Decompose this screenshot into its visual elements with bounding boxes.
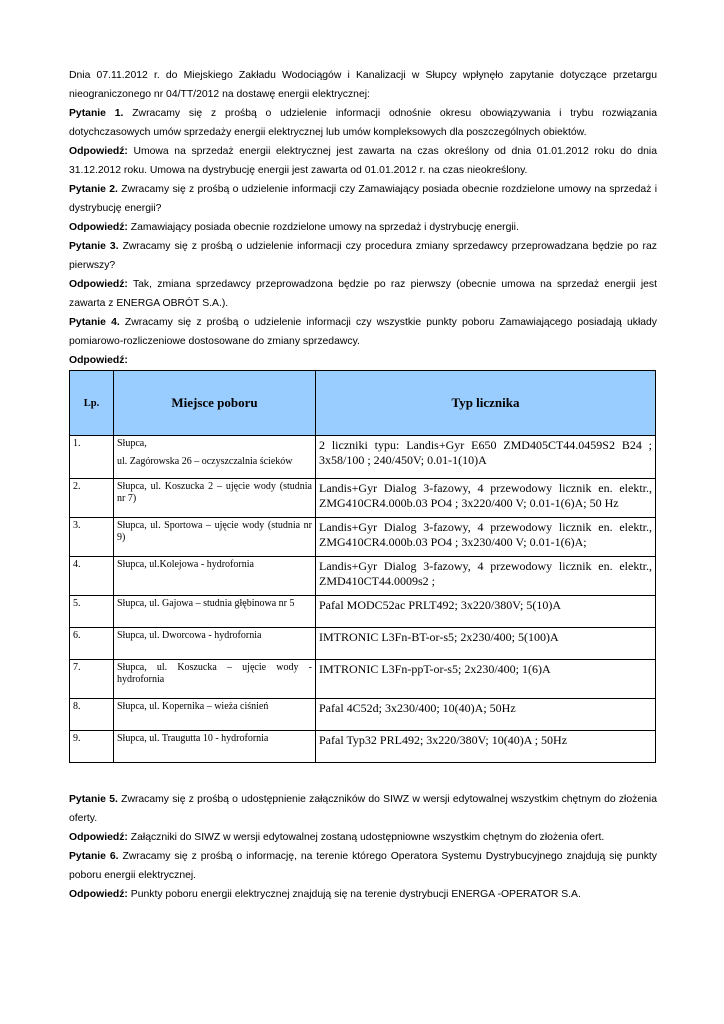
question-label: Pytanie 5.	[69, 794, 118, 805]
cell-lp: 6.	[70, 628, 114, 660]
answer-1	[69, 142, 657, 180]
question-text: Zwracamy się z prośbą o udzielenie informacji odnośnie okresu obowiązywania i trybu rozwiązania dotychczasowych umów sprzedaży energii elektrycznej lub umów kompleksowych dla poszczególnych obiektów.	[69, 108, 658, 138]
answer-2	[69, 218, 657, 237]
answer-label: Odpowiedź:	[69, 146, 128, 157]
answer-label: Odpowiedź:	[69, 355, 128, 366]
question-text: Zwracamy się z prośbą o udostępnienie załączników do SIWZ w wersji edytowalnej wszystkim chętnym do złożenia oferty.	[69, 794, 657, 824]
cell-meter-type: IMTRONIC L3Fn-BT-or-s5; 2x230/400; 5(100)A	[316, 628, 656, 660]
table-header-row	[70, 371, 656, 436]
cell-place: Słupca, ul. Dworcowa - hydrofornia	[114, 628, 316, 660]
cell-meter-type: Pafal Typ32 PRL492; 3x220/380V; 10(40)A ; 50Hz	[316, 731, 656, 763]
question-5	[69, 790, 657, 828]
question-2	[69, 180, 657, 218]
cell-lp: 9.	[70, 731, 114, 763]
table-row	[70, 699, 656, 731]
cell-lp: 5.	[70, 596, 114, 628]
question-3	[69, 237, 657, 275]
cell-lp: 1.	[70, 436, 114, 479]
answer-6	[69, 885, 657, 904]
answer-text: Tak, zmiana sprzedawcy przeprowadzona będzie po raz pierwszy (obecnie umowa na sprzedaż energii jest zawarta z ENERGA OBRÓT S.A.).	[69, 279, 657, 309]
answer-label: Odpowiedź:	[69, 889, 128, 900]
answer-text: Zamawiający posiada obecnie rozdzielone umowy na sprzedaż i dystrybucję energii.	[127, 222, 519, 233]
header-meter-type: Typ licznika	[316, 371, 656, 436]
cell-lp: 2.	[70, 479, 114, 518]
question-label: Pytanie 3.	[69, 241, 119, 252]
answer-text: Umowa na sprzedaż energii elektrycznej jest zawarta na czas określony od dnia 01.01.2012 roku do dnia 31.12.2012 roku. Umowa na dystrybucję energii jest zawarta od 01.01.2012 r. na czas nieokreślony.	[69, 146, 657, 176]
table-row	[70, 596, 656, 628]
cell-place: Słupca, ul. Kopernika – wieża ciśnień	[114, 699, 316, 731]
table-row	[70, 518, 656, 557]
cell-lp: 4.	[70, 557, 114, 596]
place-line: ul. Zagórowska 26 – oczyszczalnia ścieków	[117, 456, 293, 467]
answer-5	[69, 828, 657, 847]
question-label: Pytanie 1.	[69, 108, 124, 119]
cell-lp: 7.	[70, 660, 114, 699]
cell-place	[114, 436, 316, 479]
cell-place: Słupca, ul. Gajowa – studnia głębinowa nr 5	[114, 596, 316, 628]
question-text: Zwracamy się z prośbą o udzielenie informacji czy Zamawiający posiada obecnie rozdzielone umowy na sprzedaż i dystrybucję energii?	[69, 184, 658, 214]
cell-place: Słupca, ul. Koszucka – ujęcie wody -hydrofornia	[114, 660, 316, 699]
answer-4	[69, 351, 657, 370]
answer-text: Punkty poboru energii elektrycznej znajdują się na terenie dystrybucji ENERGA -OPERATOR S.A.	[127, 889, 581, 900]
cell-meter-type: Landis+Gyr Dialog 3-fazowy, 4 przewodowy licznik en. elektr., ZMD410CT44.0009s2 ;	[316, 557, 656, 596]
table-row	[70, 731, 656, 763]
answer-label: Odpowiedź:	[69, 832, 128, 843]
answer-3	[69, 275, 657, 313]
question-text: Zwracamy się z prośbą o udzielenie informacji czy wszystkie punkty poboru Zamawiającego posiadają układy pomiarowo-rozliczeniowe dostosowane do zmiany sprzedawcy.	[69, 317, 657, 347]
place-line: Słupca,	[117, 438, 147, 449]
answer-text: Załączniki do SIWZ w wersji edytowalnej zostaną udostępniowne wszystkim chętnym do złożenia ofert.	[127, 832, 605, 843]
question-6	[69, 847, 657, 885]
cell-place: Słupca, ul. Traugutta 10 - hydrofornia	[114, 731, 316, 763]
cell-lp: 8.	[70, 699, 114, 731]
table-row	[70, 436, 656, 479]
cell-place: Słupca, ul. Sportowa – ujęcie wody (studnia nr 9)	[114, 518, 316, 557]
question-text: Zwracamy się z prośbą o informację, na terenie którego Operatora Systemu Dystrybucyjnego znajdują się punkty poboru energii elektrycznej.	[69, 851, 658, 881]
question-4	[69, 313, 657, 351]
table-row	[70, 557, 656, 596]
cell-meter-type: 2 liczniki typu: Landis+Gyr E650 ZMD405CT44.0459S2 B24 ; 3x58/100 ; 240/450V; 0.01-1(10)A	[316, 436, 656, 479]
table-row	[70, 479, 656, 518]
question-text: Zwracamy się z prośbą o udzielenie informacji czy procedura zmiany sprzedawcy przeprowadzana będzie po raz pierwszy?	[69, 241, 657, 271]
answer-label: Odpowiedź:	[69, 279, 128, 290]
meter-table	[69, 370, 656, 763]
upper-text-block	[69, 66, 657, 370]
cell-meter-type: Pafal MODC52ac PRLT492; 3x220/380V; 5(10)A	[316, 596, 656, 628]
cell-place: Słupca, ul.Kolejowa - hydrofornia	[114, 557, 316, 596]
answer-label: Odpowiedź:	[69, 222, 128, 233]
cell-meter-type: Landis+Gyr Dialog 3-fazowy, 4 przewodowy licznik en. elektr., ZMG410CR4.000b.03 PO4 ; 3x220/400 V; 0.01-1(6)A; 50 Hz	[316, 479, 656, 518]
table-row	[70, 660, 656, 699]
cell-meter-type: Landis+Gyr Dialog 3-fazowy, 4 przewodowy licznik en. elektr., ZMG410CR4.000b.03 PO4 ; 3x230/400 V; 0.01-1(6)A;	[316, 518, 656, 557]
header-place: Miejsce poboru	[114, 371, 316, 436]
table-row	[70, 628, 656, 660]
cell-lp: 3.	[70, 518, 114, 557]
intro-paragraph: Dnia 07.11.2012 r. do Miejskiego Zakładu Wodociągów i Kanalizacji w Słupcy wpłynęło zapytanie dotyczące przetargu nieograniczonego nr 04/TT/2012 na dostawę energii elektrycznej:	[69, 70, 657, 100]
question-1	[69, 104, 657, 142]
question-label: Pytanie 4.	[69, 317, 120, 328]
lower-text-block	[69, 790, 657, 904]
header-lp: Lp.	[70, 371, 114, 436]
cell-meter-type: Pafal 4C52d; 3x230/400; 10(40)A; 50Hz	[316, 699, 656, 731]
cell-meter-type: IMTRONIC L3Fn-ppT-or-s5; 2x230/400; 1(6)A	[316, 660, 656, 699]
cell-place: Słupca, ul. Koszucka 2 – ujęcie wody (studnia nr 7)	[114, 479, 316, 518]
question-label: Pytanie 2.	[69, 184, 118, 195]
question-label: Pytanie 6.	[69, 851, 119, 862]
